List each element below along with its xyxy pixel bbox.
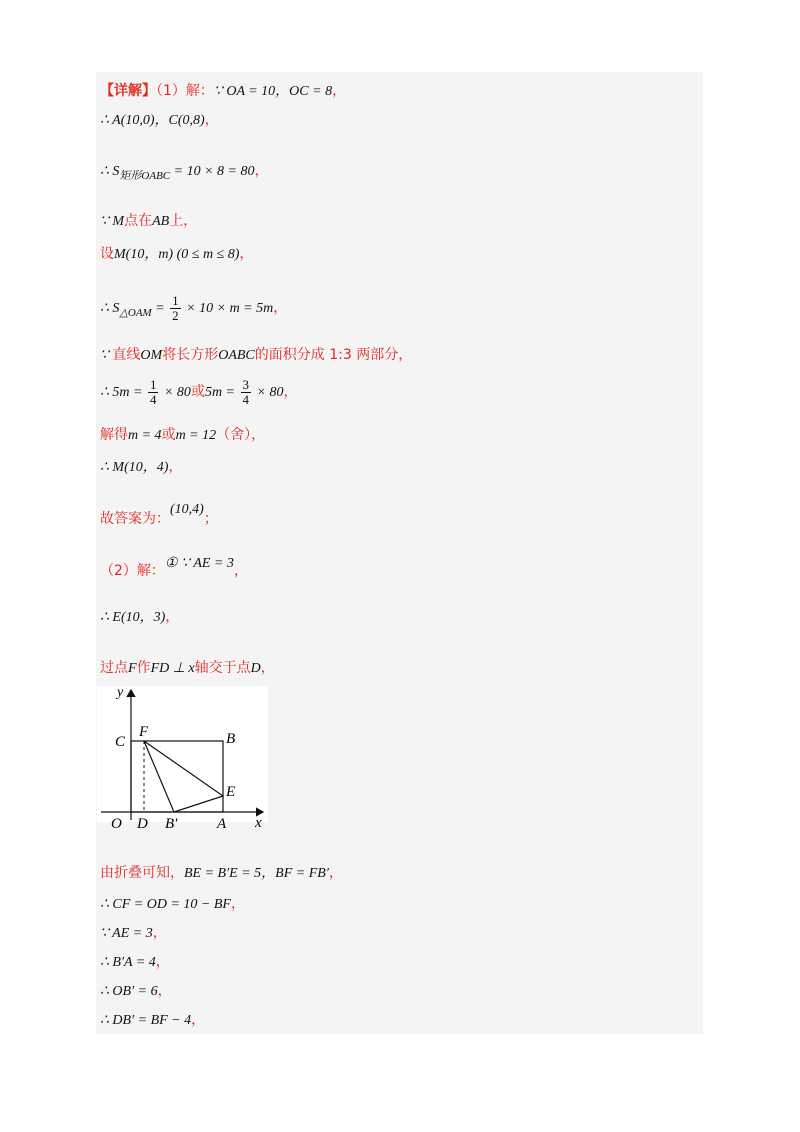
folding-text: 由折叠可知，: [100, 865, 184, 881]
solution-line-19: [100, 980, 172, 1000]
solution-line-18: [100, 951, 170, 971]
segment-ab: AB: [152, 214, 170, 229]
comma: ，: [168, 459, 183, 475]
label-x: x: [255, 815, 262, 831]
eq1-left: 5m =: [112, 384, 146, 400]
solution-line-17: [100, 922, 167, 942]
given-lengths: ∵ OA = 10，OC = 8: [213, 84, 333, 99]
part-1-label: （1）解：: [156, 83, 214, 99]
area-subscript: 矩形OABC: [119, 170, 171, 182]
rectangle-oabc: OABC: [218, 348, 255, 363]
comma: ，: [204, 112, 219, 128]
cf-od-relation: ∴ CF = OD = 10 − BF: [100, 897, 231, 912]
solution-line-7: [100, 344, 412, 364]
m-equals-12: m = 12: [175, 428, 217, 443]
detail-tag: 【详解】: [100, 83, 156, 99]
solution-line-8: [100, 378, 297, 407]
label-b-prime: B′: [165, 816, 178, 832]
label-b: B: [226, 731, 236, 747]
solution-line-1: [100, 80, 346, 100]
comma: ，: [155, 954, 170, 970]
m-equals-4: m = 4: [128, 428, 162, 443]
m-coordinate: M(10，m) (0 ≤ m ≤ 8): [114, 247, 240, 262]
var-d: D: [250, 661, 261, 676]
area-symbol: ∴ S: [100, 164, 120, 179]
line-om: OM: [140, 348, 163, 363]
answer-value: (10,4): [170, 502, 204, 517]
solution-line-20: [100, 1009, 205, 1029]
solution-line-3: [100, 160, 269, 183]
solution-line-6: [100, 294, 287, 323]
comma: ，: [254, 163, 269, 179]
line-text: 直线: [112, 347, 141, 363]
solution-line-4: [100, 210, 197, 230]
eq2-left: 5m =: [204, 384, 239, 400]
through-point: 过点: [100, 660, 128, 676]
ratio-text: 的面积分成 1:3 两部分，: [254, 347, 413, 363]
part-2-label: （2）解：: [100, 563, 165, 579]
comma: ，: [152, 925, 167, 941]
label-d: D: [137, 816, 148, 832]
comma: ，: [191, 1012, 206, 1028]
or-text: 或: [161, 427, 176, 443]
because-m: ∵ M: [100, 214, 125, 229]
label-o: O: [111, 816, 122, 832]
comma: ，: [157, 983, 172, 999]
comma: ，: [230, 896, 245, 912]
triangle-area-formula: × 10 × m = 5m: [182, 300, 274, 316]
eq1-right: × 80: [160, 384, 191, 400]
fold-triangle: [144, 741, 223, 812]
numerator: 1: [172, 293, 179, 308]
comma: ，: [233, 563, 248, 579]
on-text: 上，: [169, 213, 198, 229]
comma: ，: [273, 299, 288, 316]
point-on: 点在: [124, 213, 153, 229]
semicolon: ；: [203, 511, 218, 527]
fold-equalities: BE = B′E = 5，BF = FB′: [184, 866, 329, 881]
comma: ，: [283, 383, 298, 400]
label-y: y: [117, 685, 124, 700]
rectangle-oabc: [131, 741, 223, 812]
or-text: 或: [190, 383, 205, 400]
rectangle-text: 将长方形: [162, 347, 219, 363]
comma: ，: [165, 609, 180, 625]
m-point: ∴ M(10，4): [100, 460, 169, 475]
comma: ，: [239, 246, 254, 262]
fraction-one-half: [170, 294, 181, 323]
solution-line-11: [100, 502, 218, 528]
comma: ，: [260, 660, 275, 676]
numerator: 3: [242, 377, 249, 392]
label-c: C: [115, 734, 126, 750]
solution-line-5: [100, 243, 253, 263]
equals: =: [151, 300, 169, 316]
var-f: F: [128, 661, 137, 676]
label-a: A: [217, 816, 227, 832]
fraction-three-quarters: [241, 378, 252, 407]
denominator: 2: [172, 308, 179, 323]
therefore: ∴: [100, 384, 113, 400]
denominator: 4: [149, 392, 157, 407]
solution-line-16: [100, 893, 245, 913]
area-symbol: ∴ S: [100, 300, 120, 316]
rect-area-formula: = 10 × 8 = 80: [170, 164, 255, 179]
solution-line-9: [100, 424, 265, 444]
label-e: E: [226, 784, 236, 800]
let-text: 设: [100, 246, 114, 262]
ob-equals-6: ∴ OB′ = 6: [100, 984, 158, 999]
answer-label: 故答案为：: [100, 511, 170, 527]
db-relation: ∴ DB′ = BF − 4: [100, 1013, 192, 1028]
comma: ，: [328, 865, 343, 881]
solve-text: 解得: [100, 427, 128, 443]
solution-line-12: [100, 556, 248, 580]
fd-perp-x: FD ⊥ x: [150, 661, 195, 676]
geometry-figure: [97, 685, 268, 832]
ae-given: ① ∵ AE = 3: [164, 556, 234, 571]
solution-line-10: [100, 456, 182, 476]
e-point: ∴ E(10，3): [100, 610, 166, 625]
rectangle-fold-diagram: [97, 685, 268, 832]
draw-text: 作: [136, 660, 151, 676]
eq2-right: × 80: [253, 384, 284, 400]
axis-meet-text: 轴交于点: [194, 660, 251, 676]
coords-a-c: ∴ A(10,0)，C(0,8): [100, 113, 205, 128]
solution-line-14: [100, 657, 275, 677]
denominator: 4: [242, 392, 249, 407]
numerator: 1: [149, 377, 157, 392]
area-subscript: △OAM: [119, 306, 152, 319]
because: ∵: [100, 348, 113, 363]
comma: ，: [332, 83, 347, 99]
solution-line-15: [100, 862, 343, 882]
solution-line-13: [100, 606, 179, 626]
label-f: F: [139, 724, 149, 740]
ba-equals-4: ∴ B′A = 4: [100, 955, 156, 970]
solution-line-2: [100, 109, 219, 129]
rejected-note: （舍），: [216, 427, 266, 443]
ae-equals-3: ∵ AE = 3: [100, 926, 153, 941]
fraction-one-quarter: [148, 378, 159, 407]
